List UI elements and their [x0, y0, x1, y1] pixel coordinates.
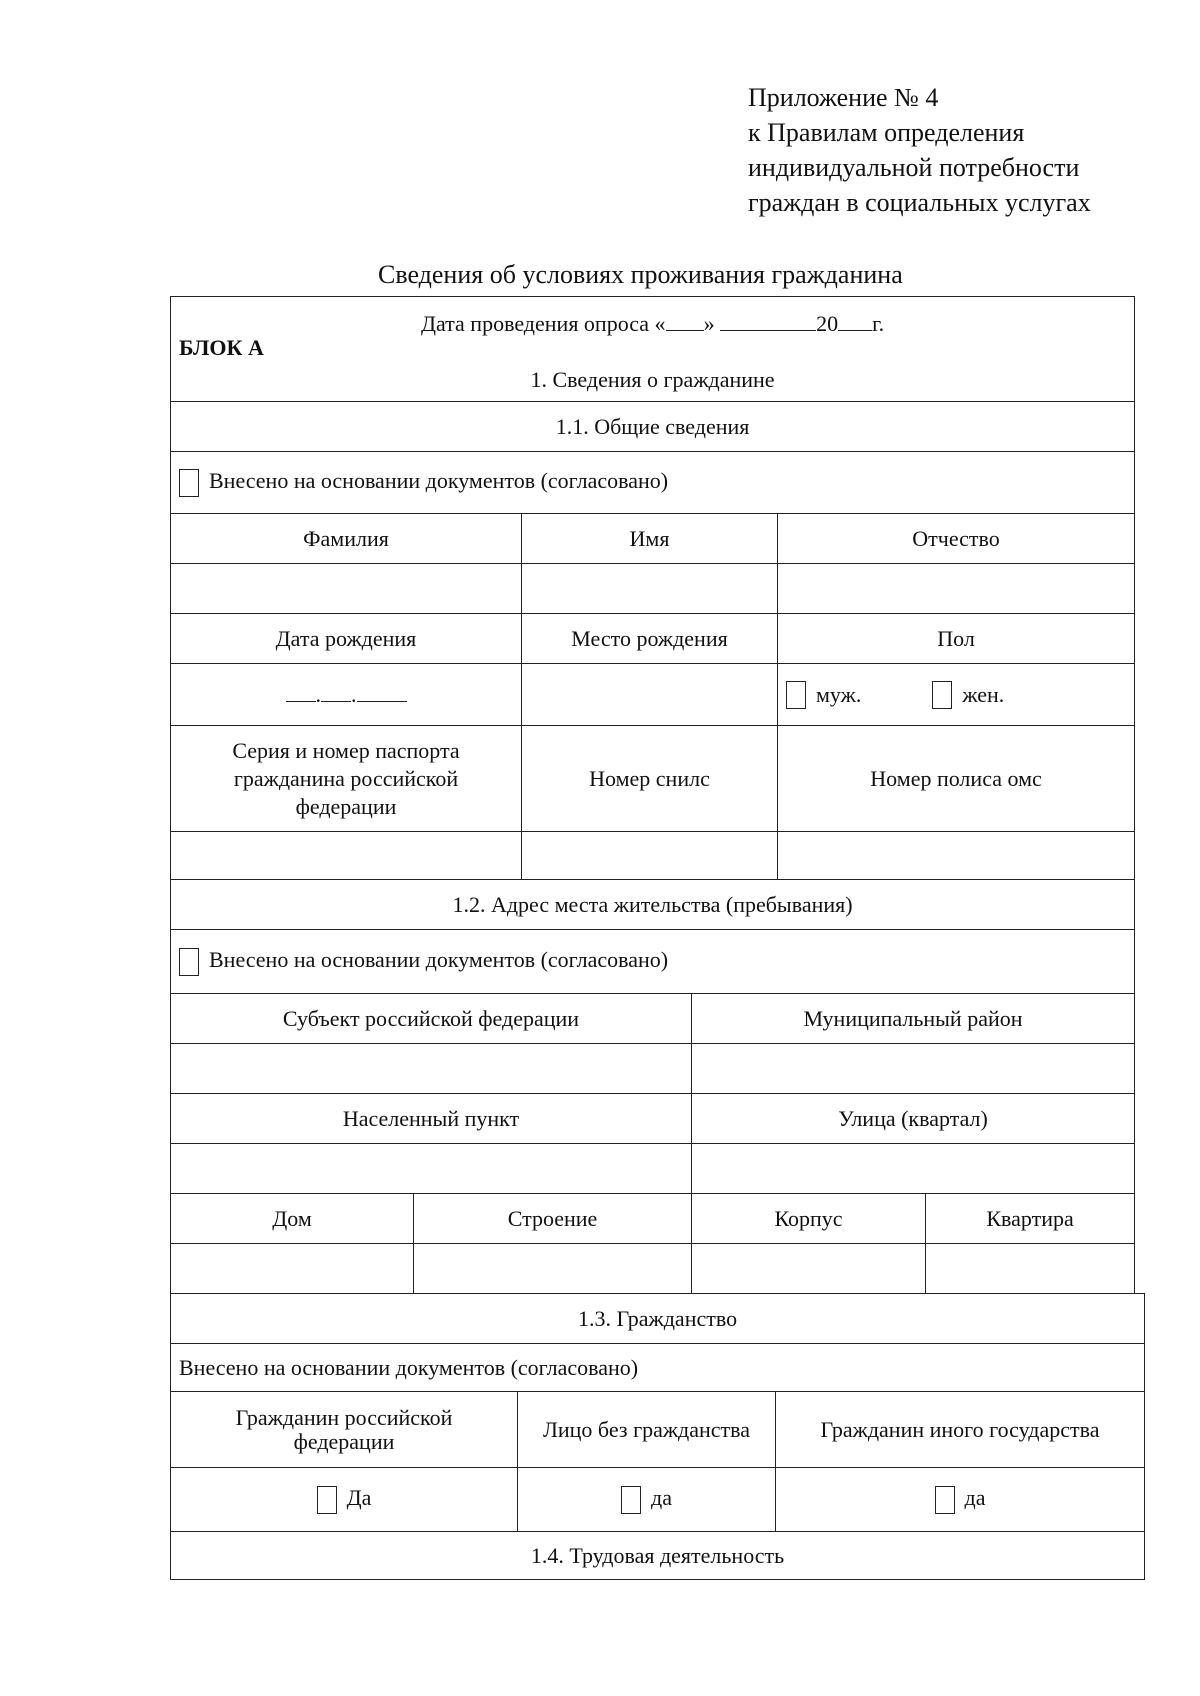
header-locality: Населенный пункт	[171, 1094, 692, 1144]
header-oms: Номер полиса омс	[778, 726, 1135, 832]
survey-header	[171, 297, 1135, 402]
header-surname: Фамилия	[171, 514, 522, 564]
subsection-title: 1.4. Трудовая деятельность	[171, 1532, 1145, 1580]
sex-female-checkbox[interactable]	[932, 681, 952, 709]
birth-date-field[interactable]: . .	[171, 664, 522, 726]
rf-citizen-yes-label: Да	[346, 1485, 372, 1511]
header-passport: Серия и номер паспорта гражданина российской федерации	[171, 726, 522, 832]
stateless-option	[518, 1468, 776, 1532]
sex-female-label: жен.	[962, 681, 1005, 707]
header-stateless: Лицо без гражданства	[518, 1392, 776, 1468]
appendix-line: к Правилам определения	[748, 118, 1025, 147]
stateless-yes-label: да	[651, 1485, 672, 1511]
block-label: БЛОК А	[179, 335, 264, 360]
surname-field[interactable]	[171, 564, 522, 614]
street-field[interactable]	[692, 1144, 1135, 1194]
header-snils: Номер снилс	[522, 726, 778, 832]
docs-confirmation-row	[171, 452, 1135, 514]
survey-date: Дата проведения опроса « » 20 г.	[420, 311, 885, 336]
foreign-citizen-yes-label: да	[964, 1485, 986, 1511]
rf-citizen-option	[171, 1468, 518, 1532]
header-rf-citizen: Гражданин российской федерации	[171, 1392, 518, 1468]
header-region: Субъект российской федерации	[171, 994, 692, 1044]
docs-checkbox-label: Внесено на основании документов (согласовано)	[209, 468, 669, 494]
region-field[interactable]	[171, 1044, 692, 1094]
survey-year-field[interactable]	[838, 312, 872, 331]
header-birth-date: Дата рождения	[171, 614, 522, 664]
district-field[interactable]	[692, 1044, 1135, 1094]
docs-checkbox[interactable]	[179, 469, 199, 497]
apartment-field[interactable]	[926, 1244, 1135, 1294]
appendix-line: индивидуальной потребности	[748, 153, 1080, 182]
sex-male-checkbox[interactable]	[786, 681, 806, 709]
header-birth-place: Место рождения	[522, 614, 778, 664]
docs-confirmation-label: Внесено на основании документов (согласовано)	[171, 1344, 1145, 1392]
section-title: 1. Сведения о гражданине	[530, 367, 775, 392]
appendix-line: Приложение № 4	[748, 83, 939, 112]
header-block: Корпус	[692, 1194, 926, 1244]
snils-field[interactable]	[522, 832, 778, 880]
passport-field[interactable]	[171, 832, 522, 880]
building-field[interactable]	[414, 1244, 692, 1294]
locality-field[interactable]	[171, 1144, 692, 1194]
name-field[interactable]	[522, 564, 778, 614]
birth-place-field[interactable]	[522, 664, 778, 726]
docs-confirmation-row	[171, 930, 1135, 994]
oms-field[interactable]	[778, 832, 1135, 880]
rf-citizen-checkbox[interactable]	[317, 1486, 337, 1514]
foreign-citizen-option	[776, 1468, 1145, 1532]
header-sex: Пол	[778, 614, 1135, 664]
subsection-title: 1.1. Общие сведения	[171, 402, 1135, 452]
subsection-title: 1.3. Гражданство	[171, 1294, 1145, 1344]
header-district: Муниципальный район	[692, 994, 1135, 1044]
header-foreign-citizen: Гражданин иного государства	[776, 1392, 1145, 1468]
header-street: Улица (квартал)	[692, 1094, 1135, 1144]
docs-checkbox-label: Внесено на основании документов (согласовано)	[209, 947, 669, 973]
header-building: Строение	[414, 1194, 692, 1244]
survey-month-field[interactable]	[720, 312, 816, 331]
form-title: Сведения об условиях проживания гражданина	[378, 260, 903, 289]
header-apartment: Квартира	[926, 1194, 1135, 1244]
header-house: Дом	[171, 1194, 414, 1244]
header-patronymic: Отчество	[778, 514, 1135, 564]
sex-male-label: муж.	[816, 681, 862, 707]
house-field[interactable]	[171, 1244, 414, 1294]
appendix-line: граждан в социальных услугах	[748, 188, 1091, 217]
citizen-info-table	[170, 296, 1135, 1294]
survey-day-field[interactable]	[666, 312, 704, 331]
appendix-note	[748, 80, 1091, 220]
block-field[interactable]	[692, 1244, 926, 1294]
foreign-citizen-checkbox[interactable]	[935, 1486, 955, 1514]
stateless-checkbox[interactable]	[621, 1486, 641, 1514]
docs-checkbox[interactable]	[179, 948, 199, 976]
subsection-title: 1.2. Адрес места жительства (пребывания)	[171, 880, 1135, 930]
patronymic-field[interactable]	[778, 564, 1135, 614]
header-name: Имя	[522, 514, 778, 564]
sex-options	[778, 664, 1135, 726]
citizenship-table	[170, 1293, 1145, 1580]
